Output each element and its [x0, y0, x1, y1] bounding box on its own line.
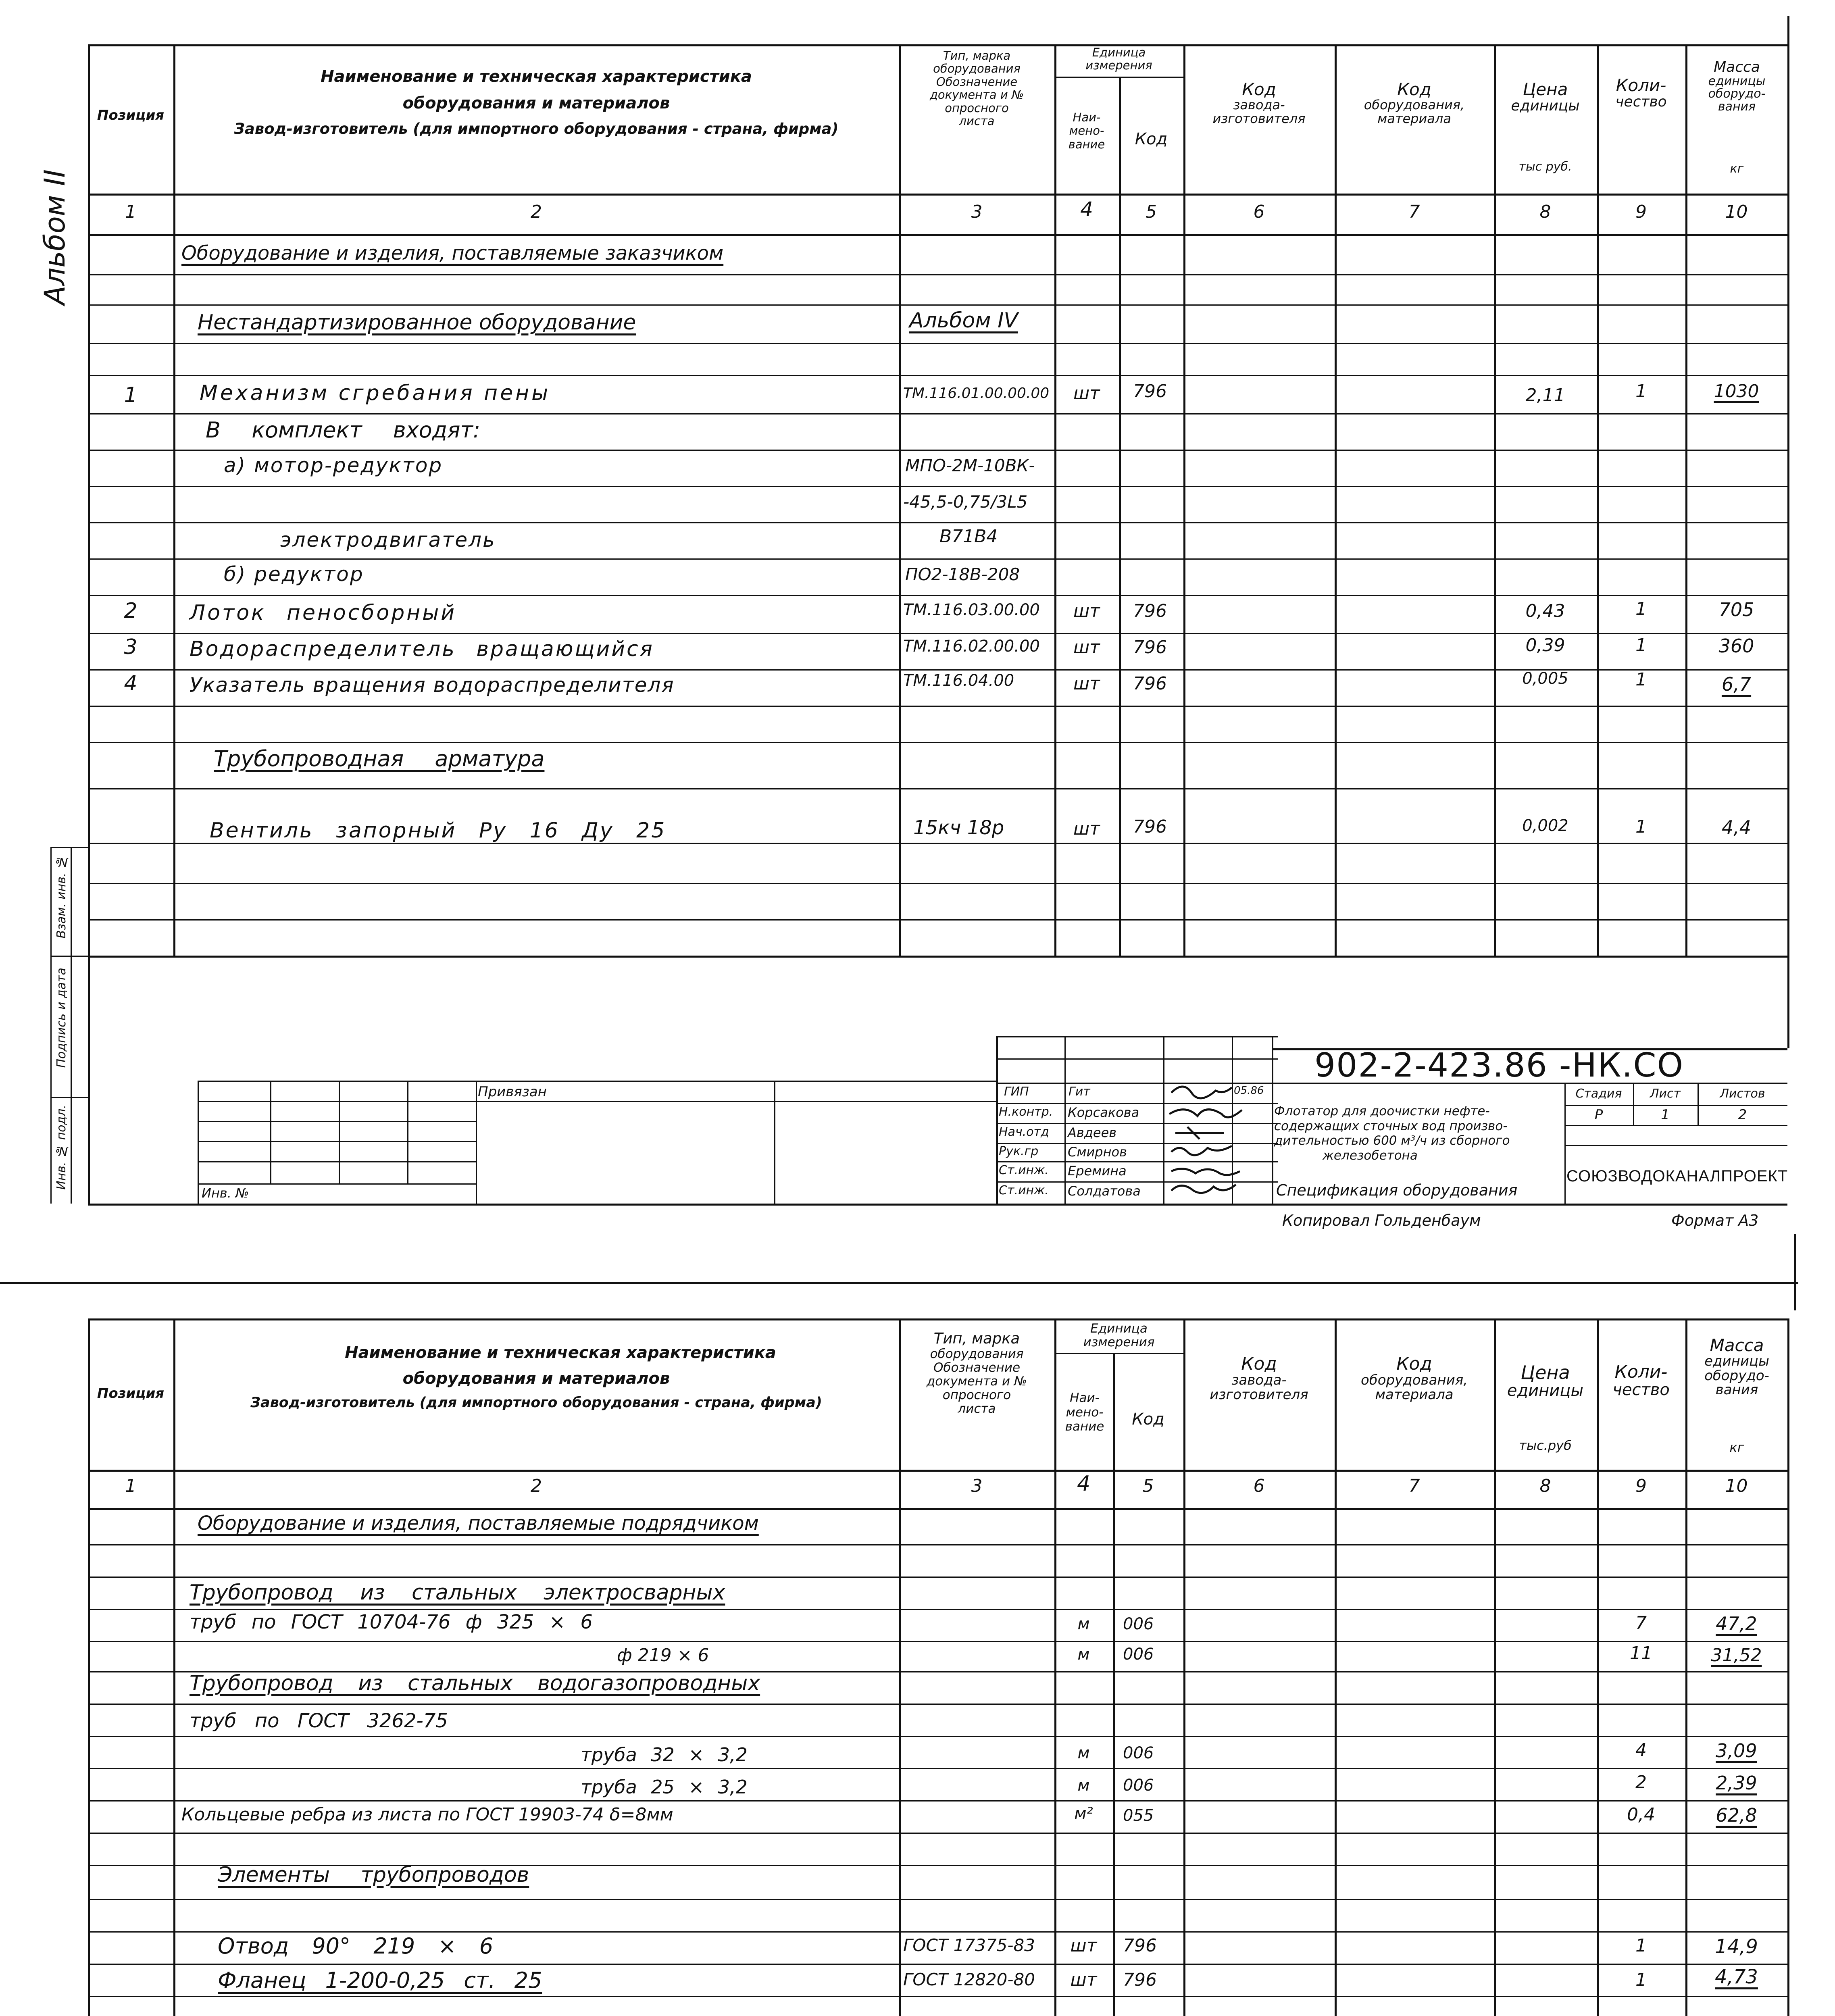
cell-unit: шт — [1070, 1935, 1097, 1956]
binding-label: Привязан — [478, 1084, 547, 1100]
row-kit-includes: В комплект входят: — [206, 417, 481, 443]
cell-pos: 1 — [124, 383, 137, 407]
row-motor-type: В71В4 — [939, 526, 998, 547]
cell-unit: м — [1077, 1744, 1090, 1762]
row-reducer-type: ПО2-18В-208 — [905, 564, 1020, 584]
cell-price: 2,11 — [1525, 385, 1565, 406]
cell-code: 796 — [1133, 601, 1167, 621]
signatures-graphic — [1163, 1083, 1272, 1204]
row-water-gas-pipe-2: труб по ГОСТ 3262-75 — [190, 1710, 448, 1732]
copied-by: Копировал Гольденбаум — [1282, 1212, 1481, 1229]
cell-code: 006 — [1123, 1645, 1154, 1664]
hdr-type: Тип, марка оборудования Обозначение документа и № опросного листа — [926, 1330, 1027, 1416]
cell-qty: 1 — [1635, 1935, 1647, 1956]
cell-code: 006 — [1123, 1615, 1154, 1633]
cell-mass: 1030 — [1714, 381, 1759, 402]
hdr-name — [177, 67, 895, 138]
hdr-num-3: 3 — [971, 1476, 983, 1496]
cell-name: труб по ГОСТ 10704-76 ф 325 × 6 — [190, 1611, 593, 1633]
cell-mass: 3,09 — [1716, 1740, 1757, 1762]
hdr-unit-code: Код — [1132, 1410, 1164, 1429]
binding-inv: Инв. № — [202, 1185, 249, 1201]
hdr-mass-unit: кг — [1729, 1440, 1744, 1455]
hdr-num-4: 4 — [1077, 1472, 1091, 1496]
cell-code: 796 — [1123, 1935, 1157, 1956]
cell-mass: 62,8 — [1716, 1804, 1757, 1826]
doc-code: 902-2-423.86 -НК.СО — [1314, 1046, 1684, 1085]
hdr-name-line2: оборудования и материалов — [402, 94, 670, 112]
hdr-num-1: 1 — [125, 1476, 136, 1496]
hdr-unit-group: Единица измерения — [1083, 1321, 1155, 1350]
hdr-material-code: Код оборудования, материала — [1360, 1354, 1468, 1403]
hdr-mass-unit: кг — [1730, 162, 1744, 176]
sig-role: Нач.отд — [999, 1125, 1049, 1139]
cell-name: Механизм сгребания пены — [200, 381, 551, 405]
hdr-num-6: 6 — [1253, 202, 1265, 222]
sheet-label: Лист — [1650, 1087, 1681, 1101]
cell-qty: 7 — [1635, 1613, 1647, 1633]
cell-unit: шт — [1070, 1970, 1097, 1990]
hdr-num-9: 9 — [1635, 202, 1647, 222]
section-customer-equipment: Оборудование и изделия, поставляемые заказчиком — [181, 242, 724, 264]
hdr-unit-name: Наи- мено- вание — [1065, 1391, 1104, 1434]
sig-name: Смирнов — [1068, 1144, 1127, 1160]
hdr-num-7: 7 — [1408, 202, 1420, 222]
hdr-maker-code: Код завода- изготовителя — [1212, 79, 1306, 126]
cell-name: Вентиль запорный Ру 16 Ду 25 — [210, 818, 667, 843]
hdr-maker-code: Код завода- изготовителя — [1210, 1354, 1308, 1403]
project-description: Флотатор для доочистки нефте- содержащих сточных вод произво- дительностью 600 м³/ч из сборного железобетона — [1274, 1104, 1510, 1163]
cell-price: 0,43 — [1525, 601, 1565, 621]
row-welded-pipe-1: Трубопровод из стальных электросварных — [190, 1581, 725, 1605]
cell-mass: 6,7 — [1721, 673, 1752, 695]
cell-code: 055 — [1123, 1806, 1154, 1825]
cell-unit: шт — [1073, 673, 1100, 694]
cell-type: ГОСТ 17375-83 — [903, 1935, 1035, 1955]
row-album-ref: Альбом IV — [909, 308, 1019, 333]
cell-type: ТМ.116.04.00 — [903, 671, 1014, 690]
sheets-value: 2 — [1738, 1107, 1747, 1123]
cell-code: 796 — [1123, 1970, 1157, 1990]
cell-unit: м — [1077, 1776, 1090, 1795]
row-motor-reducer-type2: -45,5-0,75/3L5 — [903, 492, 1028, 512]
hdr-price: Цена единицы — [1511, 79, 1580, 115]
stamp-signature-date: Подпись и дата — [54, 968, 69, 1068]
hdr-mass: Масса единицы оборудо- вания — [1708, 59, 1766, 114]
hdr-mass: Масса единицы оборудо- вания — [1704, 1335, 1769, 1398]
hdr-num-1: 1 — [125, 202, 136, 222]
sheets-label: Листов — [1720, 1087, 1765, 1101]
hdr-unit-name: Наи- мено- вание — [1068, 110, 1105, 151]
sig-name: Еремина — [1068, 1163, 1127, 1179]
hdr-material-code: Код оборудования, материала — [1364, 79, 1465, 126]
hdr-unit-code: Код — [1135, 130, 1168, 148]
cell-name: ф 219 × 6 — [617, 1645, 709, 1666]
stamp-replaced-inv: Взам. инв. № — [54, 855, 69, 939]
cell-qty: 1 — [1635, 381, 1647, 402]
cell-code: 006 — [1123, 1776, 1154, 1795]
row-motor-reducer: а) мотор-редуктор — [224, 454, 443, 477]
hdr-num-7: 7 — [1408, 1476, 1420, 1496]
cell-price: 0,005 — [1522, 669, 1568, 688]
cell-mass: 2,39 — [1716, 1772, 1757, 1794]
row-reducer: б) редуктор — [224, 562, 364, 586]
stage-value: Р — [1594, 1107, 1603, 1123]
cell-mass: 4,4 — [1721, 816, 1752, 838]
cell-name: труба 25 × 3,2 — [581, 1776, 748, 1798]
cell-code: 796 — [1133, 637, 1167, 658]
hdr-num-9: 9 — [1635, 1476, 1647, 1496]
hdr-num-5: 5 — [1146, 202, 1157, 222]
cell-qty: 1 — [1635, 669, 1647, 690]
sig-name: Солдатова — [1068, 1183, 1141, 1199]
hdr-num-10: 10 — [1725, 202, 1748, 222]
cell-qty: 11 — [1630, 1643, 1652, 1664]
sig-role: Ст.инж. — [999, 1183, 1049, 1198]
sig-date: 05.86 — [1234, 1085, 1264, 1097]
hdr-name: Наименование и техническая характеристика оборудования и материалов Завод-изготовитель (для импортного оборудования - страна, фирма) — [250, 1343, 822, 1411]
hdr-unit-group: Единица измерения — [1085, 46, 1152, 72]
cell-name: Лоток пеносборный — [190, 601, 457, 625]
sig-name: Корсакова — [1068, 1105, 1139, 1120]
cell-name: труба 32 × 3,2 — [581, 1744, 748, 1766]
section-contractor-equipment: Оборудование и изделия, поставляемые подрядчиком — [198, 1512, 759, 1535]
cell-price: 0,002 — [1522, 816, 1568, 835]
album-label: Альбом II — [38, 169, 71, 305]
cell-pos: 3 — [124, 635, 137, 659]
cell-type: ТМ.116.02.00.00 — [903, 637, 1040, 656]
sig-role: Ст.инж. — [999, 1163, 1049, 1177]
cell-type: 15кч 18р — [913, 816, 1004, 839]
section-pipeline-elements: Элементы трубопроводов — [218, 1863, 529, 1887]
hdr-num-8: 8 — [1539, 202, 1551, 222]
sig-role: Рук.гр — [999, 1144, 1039, 1158]
sig-name: Гит — [1069, 1085, 1090, 1099]
hdr-qty: Коли- чество — [1615, 75, 1667, 110]
sig-role: ГИП — [1004, 1085, 1029, 1099]
row-motor-reducer-type: МПО-2М-10ВК- — [905, 456, 1035, 475]
cell-code: 006 — [1123, 1744, 1154, 1762]
cell-code: 796 — [1133, 673, 1167, 694]
hdr-num-2: 2 — [531, 1476, 542, 1496]
cell-name: Отвод 90° 219 × 6 — [218, 1933, 494, 1959]
hdr-position: Позиция — [97, 1385, 165, 1402]
hdr-position: Позиция — [97, 107, 165, 123]
cell-mass: 14,9 — [1715, 1935, 1758, 1958]
cell-unit: шт — [1073, 383, 1100, 404]
hdr-qty: Коли- чество — [1612, 1362, 1670, 1400]
hdr-num-8: 8 — [1539, 1476, 1551, 1496]
cell-qty: 4 — [1635, 1740, 1647, 1760]
hdr-price-unit: тыс руб. — [1518, 160, 1572, 174]
sig-role: Н.контр. — [999, 1105, 1053, 1119]
cell-mass: 31,52 — [1711, 1645, 1762, 1666]
hdr-num-2: 2 — [531, 202, 542, 222]
doc-subtitle: Спецификация оборудования — [1276, 1181, 1518, 1199]
hdr-name-line1: Наименование и техническая характеристика — [321, 67, 752, 86]
cell-qty: 1 — [1635, 599, 1647, 619]
cell-name: Водораспределитель вращающийся — [190, 637, 654, 661]
cell-unit: шт — [1073, 818, 1100, 839]
section-pipeline-valves: Трубопроводная арматура — [214, 746, 545, 771]
cell-type: ТМ.116.01.00.00.00 — [903, 385, 1050, 402]
cell-unit: м — [1077, 1645, 1090, 1664]
cell-pos: 2 — [124, 599, 137, 623]
cell-mass: 360 — [1718, 635, 1754, 657]
cell-unit: шт — [1073, 601, 1100, 621]
cell-name: Указатель вращения водораспределителя — [190, 673, 675, 697]
cell-pos: 4 — [124, 671, 137, 696]
cell-qty: 1 — [1635, 816, 1647, 837]
hdr-type: Тип, марка оборудования Обозначение документа и № опросного листа — [929, 49, 1024, 128]
cell-type: ГОСТ 12820-80 — [903, 1970, 1035, 1989]
hdr-num-3: 3 — [971, 202, 983, 222]
cell-code: 796 — [1133, 381, 1167, 402]
org-name: СОЮЗВОДОКАНАЛПРОЕКТ — [1566, 1167, 1788, 1185]
cell-mass: 47,2 — [1716, 1613, 1757, 1635]
hdr-num-4: 4 — [1080, 198, 1093, 221]
cell-code: 796 — [1133, 816, 1167, 837]
cell-unit: шт — [1073, 637, 1100, 658]
paper-format: Формат А3 — [1671, 1212, 1759, 1229]
cell-qty: 1 — [1635, 635, 1647, 656]
cell-unit: м² — [1074, 1804, 1093, 1823]
stamp-inv-original: Инв. № подл. — [54, 1105, 69, 1190]
cell-name: Кольцевые ребра из листа по ГОСТ 19903-74 δ=8мм — [181, 1804, 673, 1825]
hdr-price-unit: тыс.руб — [1519, 1438, 1572, 1453]
cell-mass: 4,73 — [1715, 1966, 1758, 1988]
row-water-gas-pipe-1: Трубопровод из стальных водогазопроводных — [190, 1671, 760, 1695]
hdr-price: Цена единицы — [1507, 1362, 1584, 1400]
hdr-name-line3: Завод-изготовитель (для импортного оборудования - страна, фирма) — [234, 120, 839, 137]
cell-qty: 0,4 — [1627, 1804, 1655, 1825]
cell-price: 0,39 — [1525, 635, 1565, 656]
cell-name: Фланец 1-200-0,25 ст. 25 — [218, 1968, 542, 1993]
hdr-num-5: 5 — [1142, 1476, 1154, 1496]
sheet-2 — [0, 1306, 1835, 2016]
cell-unit: м — [1077, 1615, 1090, 1633]
sig-name: Авдеев — [1068, 1125, 1117, 1140]
cell-mass: 705 — [1718, 599, 1754, 621]
sheet-value: 1 — [1661, 1107, 1670, 1123]
hdr-num-10: 10 — [1725, 1476, 1748, 1496]
section-nonstandard-equipment: Нестандартизированное оборудование — [198, 310, 636, 335]
cell-qty: 1 — [1635, 1970, 1647, 1990]
cell-qty: 2 — [1635, 1772, 1647, 1793]
stage-label: Стадия — [1575, 1087, 1622, 1101]
row-motor: электродвигатель — [280, 528, 496, 552]
hdr-num-6: 6 — [1253, 1476, 1265, 1496]
cell-type: ТМ.116.03.00.00 — [903, 601, 1040, 619]
